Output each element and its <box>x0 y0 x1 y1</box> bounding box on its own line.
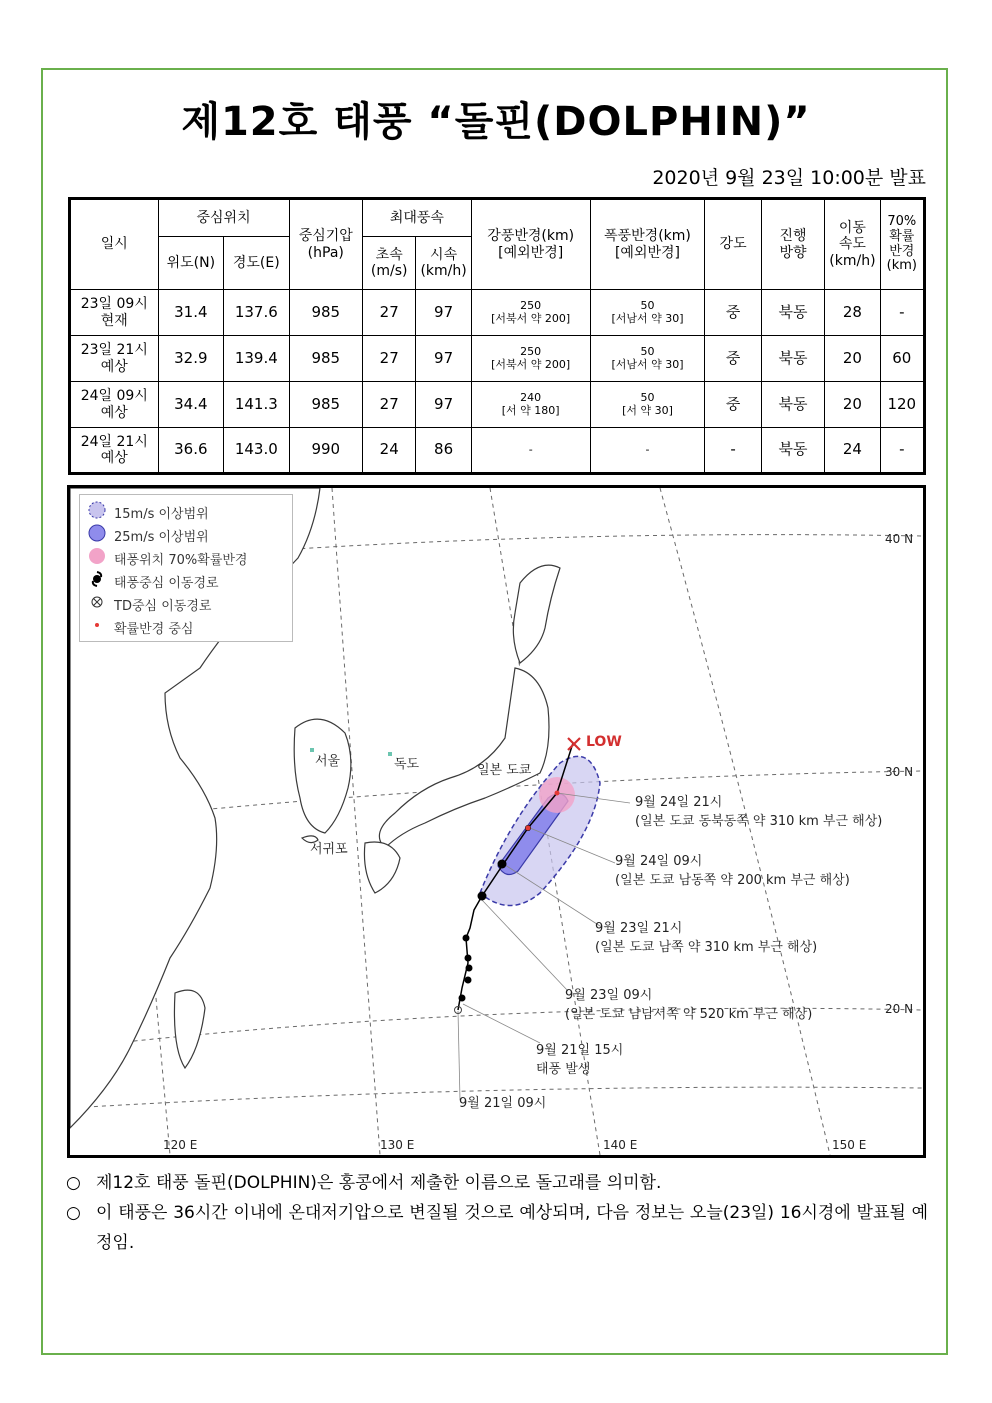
cell-intensity: 중 <box>705 290 761 336</box>
radius-15-icon <box>88 501 110 523</box>
cell-strong-radius <box>471 428 590 474</box>
low-label: LOW <box>586 734 622 750</box>
note-text: 제12호 태풍 돌핀(DOLPHIN)은 홍콩에서 제출한 이름으로 돌고래를 의미함. <box>96 1173 662 1193</box>
annotation-time: 9월 23일 21시 <box>595 921 683 936</box>
prob-radius-icon <box>88 547 110 569</box>
note-item <box>66 1198 928 1258</box>
strong-radius-exception: [서북서 약 200] <box>491 357 571 371</box>
storm-radius-value: 50 <box>640 298 655 312</box>
cell-time: 24일 21시 예상 <box>70 428 159 474</box>
legend-label: 확률반경 중심 <box>114 621 194 637</box>
annotation-desc: (일본 도쿄 남남서쪽 약 520 km 부근 해상) <box>565 1007 813 1022</box>
hokkaido <box>513 565 560 663</box>
cell-lat: 36.6 <box>158 428 223 474</box>
cell-strong-radius <box>471 336 590 382</box>
kyushu <box>364 842 400 893</box>
table-row <box>70 428 925 474</box>
note-item <box>66 1168 928 1198</box>
cell-wind-ms: 27 <box>363 290 416 336</box>
seoul-marker <box>310 748 314 752</box>
annotation-time: 9월 24일 21시 <box>635 795 723 810</box>
header-center-pos: 중심위치 <box>158 199 289 237</box>
header-strong-radius: 강풍반경(km) [예외반경] <box>471 199 590 290</box>
cell-direction: 북동 <box>761 290 824 336</box>
lon-label: 120 E <box>163 1138 198 1152</box>
legend-item <box>88 616 193 638</box>
legend-item <box>88 593 211 615</box>
table-row <box>70 290 925 336</box>
storm-radius-value: 50 <box>640 344 655 358</box>
annotation-time: 9월 24일 09시 <box>615 854 703 869</box>
annotation-desc: (일본 도쿄 남쪽 약 310 km 부근 해상) <box>595 940 818 955</box>
legend-label: 25m/s 이상범위 <box>114 529 209 545</box>
legend-label: 태풍위치 70%확률반경 <box>114 552 248 568</box>
notes <box>66 1168 928 1258</box>
cell-prob: 60 <box>880 336 924 382</box>
lon-label: 150 E <box>832 1138 867 1152</box>
cell-wind-ms: 27 <box>363 336 416 382</box>
announce-date: 2020년 9월 23일 10:00분 발표 <box>652 167 926 189</box>
typhoon-track-map <box>67 485 926 1158</box>
cell-lat: 31.4 <box>158 290 223 336</box>
annotation-24-21 <box>635 793 882 831</box>
cell-wind-kmh: 97 <box>416 336 471 382</box>
annotation-desc: (일본 도쿄 남동쪽 약 200 km 부근 해상) <box>615 873 850 888</box>
cell-wind-kmh: 97 <box>416 290 471 336</box>
header-direction: 진행 방향 <box>761 199 824 290</box>
cell-speed: 24 <box>825 428 880 474</box>
cell-time: 24일 09시 예상 <box>70 382 159 428</box>
strong-radius-value: 250 <box>520 298 542 312</box>
header-pressure: 중심기압 (hPa) <box>289 199 363 290</box>
cell-storm-radius <box>590 290 705 336</box>
cell-speed: 28 <box>825 290 880 336</box>
header-storm-radius: 폭풍반경(km) [예외반경] <box>590 199 705 290</box>
cell-lon: 137.6 <box>224 290 289 336</box>
strong-radius-value: 250 <box>520 344 542 358</box>
table-row <box>70 382 925 428</box>
td-symbol-icon <box>88 593 110 615</box>
radius-25-icon <box>88 524 110 546</box>
header-prob70: 70% 확률 반경 (km) <box>880 199 924 290</box>
header-max-wind: 최대풍속 <box>363 199 472 237</box>
cell-strong-radius <box>471 290 590 336</box>
annotation-desc: (일본 도쿄 동북동쪽 약 310 km 부근 해상) <box>635 814 883 829</box>
lon-label: 130 E <box>380 1138 415 1152</box>
annotation-21-09 <box>459 1094 546 1113</box>
map-legend <box>79 494 293 642</box>
legend-label: 태풍중심 이동경로 <box>114 575 219 591</box>
taiwan <box>174 990 205 1068</box>
cell-storm-radius <box>590 382 705 428</box>
cell-direction: 북동 <box>761 336 824 382</box>
legend-label: 15m/s 이상범위 <box>114 506 209 522</box>
strong-radius-exception: [서북서 약 200] <box>491 311 571 325</box>
lat-label: 40 N <box>885 532 914 546</box>
annotation-time: 9월 21일 09시 <box>459 1096 547 1111</box>
cell-intensity: 중 <box>705 382 761 428</box>
red-dot-icon <box>88 616 110 638</box>
cell-wind-kmh: 97 <box>416 382 471 428</box>
header-wind-ms: 초속 (m/s) <box>363 237 416 290</box>
cell-wind-kmh: 86 <box>416 428 471 474</box>
note-text: 이 태풍은 36시간 이내에 온대저기압으로 변질될 것으로 예상되며, 다음 정보는 오늘(23일) 16시경에 발표될 예정임. <box>96 1203 928 1253</box>
cell-lon: 141.3 <box>224 382 289 428</box>
header-speed: 이동 속도 (km/h) <box>825 199 880 290</box>
cell-prob: - <box>880 428 924 474</box>
lat-label: 30 N <box>885 765 914 779</box>
legend-item <box>88 547 248 569</box>
header-time: 일시 <box>70 199 159 290</box>
cell-time: 23일 09시 현재 <box>70 290 159 336</box>
legend-label: TD중심 이동경로 <box>114 598 212 614</box>
low-x-icon <box>568 738 580 750</box>
strong-radius-exception: [서 약 180] <box>501 403 560 417</box>
cell-direction: 북동 <box>761 382 824 428</box>
cell-intensity: - <box>705 428 761 474</box>
cell-pressure: 985 <box>289 336 363 382</box>
cell-intensity: 중 <box>705 336 761 382</box>
dokdo-marker <box>388 752 392 756</box>
note-bullet: ○ <box>66 1173 81 1193</box>
annotation-24-09 <box>615 852 850 890</box>
legend-item <box>88 570 219 592</box>
storm-radius-value: 50 <box>640 390 655 404</box>
place-seoul: 서울 <box>315 754 341 769</box>
header-wind-kmh: 시속 (km/h) <box>416 237 471 290</box>
legend-item <box>88 501 209 523</box>
cell-wind-ms: 24 <box>363 428 416 474</box>
cell-pressure: 990 <box>289 428 363 474</box>
cell-lat: 32.9 <box>158 336 223 382</box>
storm-radius-exception: [서남서 약 30] <box>611 357 684 371</box>
note-bullet: ○ <box>66 1203 81 1223</box>
typhoon-info-table <box>68 197 926 475</box>
annotation-time: 9월 21일 15시 <box>536 1043 624 1058</box>
lon-label: 140 E <box>603 1138 638 1152</box>
cell-strong-radius <box>471 382 590 428</box>
cell-time: 23일 21시 예상 <box>70 336 159 382</box>
storm-radius-value: - <box>645 442 650 456</box>
storm-radius-exception: [서남서 약 30] <box>611 311 684 325</box>
cell-speed: 20 <box>825 382 880 428</box>
place-tokyo: 일본 도쿄 <box>477 763 532 778</box>
annotation-desc: 태풍 발생 <box>536 1062 591 1077</box>
cell-storm-radius <box>590 428 705 474</box>
cell-direction: 북동 <box>761 428 824 474</box>
place-dokdo: 독도 <box>394 757 420 772</box>
header-lon: 경도(E) <box>224 237 289 290</box>
korea-peninsula <box>294 719 351 833</box>
place-seogwipo: 서귀포 <box>310 842 348 857</box>
storm-radius-exception: [서 약 30] <box>622 403 673 417</box>
typhoon-symbol-icon <box>88 570 110 592</box>
prob-center-dot <box>555 791 560 796</box>
header-lat: 위도(N) <box>158 237 223 290</box>
cell-lon: 139.4 <box>224 336 289 382</box>
page-title: 제12호 태풍 “돌핀(DOLPHIN)” <box>181 99 811 145</box>
cell-pressure: 985 <box>289 382 363 428</box>
cell-speed: 20 <box>825 336 880 382</box>
cell-lat: 34.4 <box>158 382 223 428</box>
lon-line-130 <box>332 488 380 1155</box>
cell-wind-ms: 27 <box>363 382 416 428</box>
annotation-23-09 <box>565 986 812 1024</box>
cell-prob: - <box>880 290 924 336</box>
annotation-21-15 <box>536 1041 623 1079</box>
strong-radius-value: 240 <box>520 390 542 404</box>
cell-prob: 120 <box>880 382 924 428</box>
annotation-time: 9월 23일 09시 <box>565 988 653 1003</box>
cell-pressure: 985 <box>289 290 363 336</box>
cell-storm-radius <box>590 336 705 382</box>
annotation-23-21 <box>595 919 817 957</box>
header-intensity: 강도 <box>705 199 761 290</box>
table-row <box>70 336 925 382</box>
cell-lon: 143.0 <box>224 428 289 474</box>
strong-radius-value: - <box>528 442 533 456</box>
legend-item <box>88 524 209 546</box>
prob-center-dot <box>526 826 531 831</box>
lat-label: 20 N <box>885 1002 914 1016</box>
